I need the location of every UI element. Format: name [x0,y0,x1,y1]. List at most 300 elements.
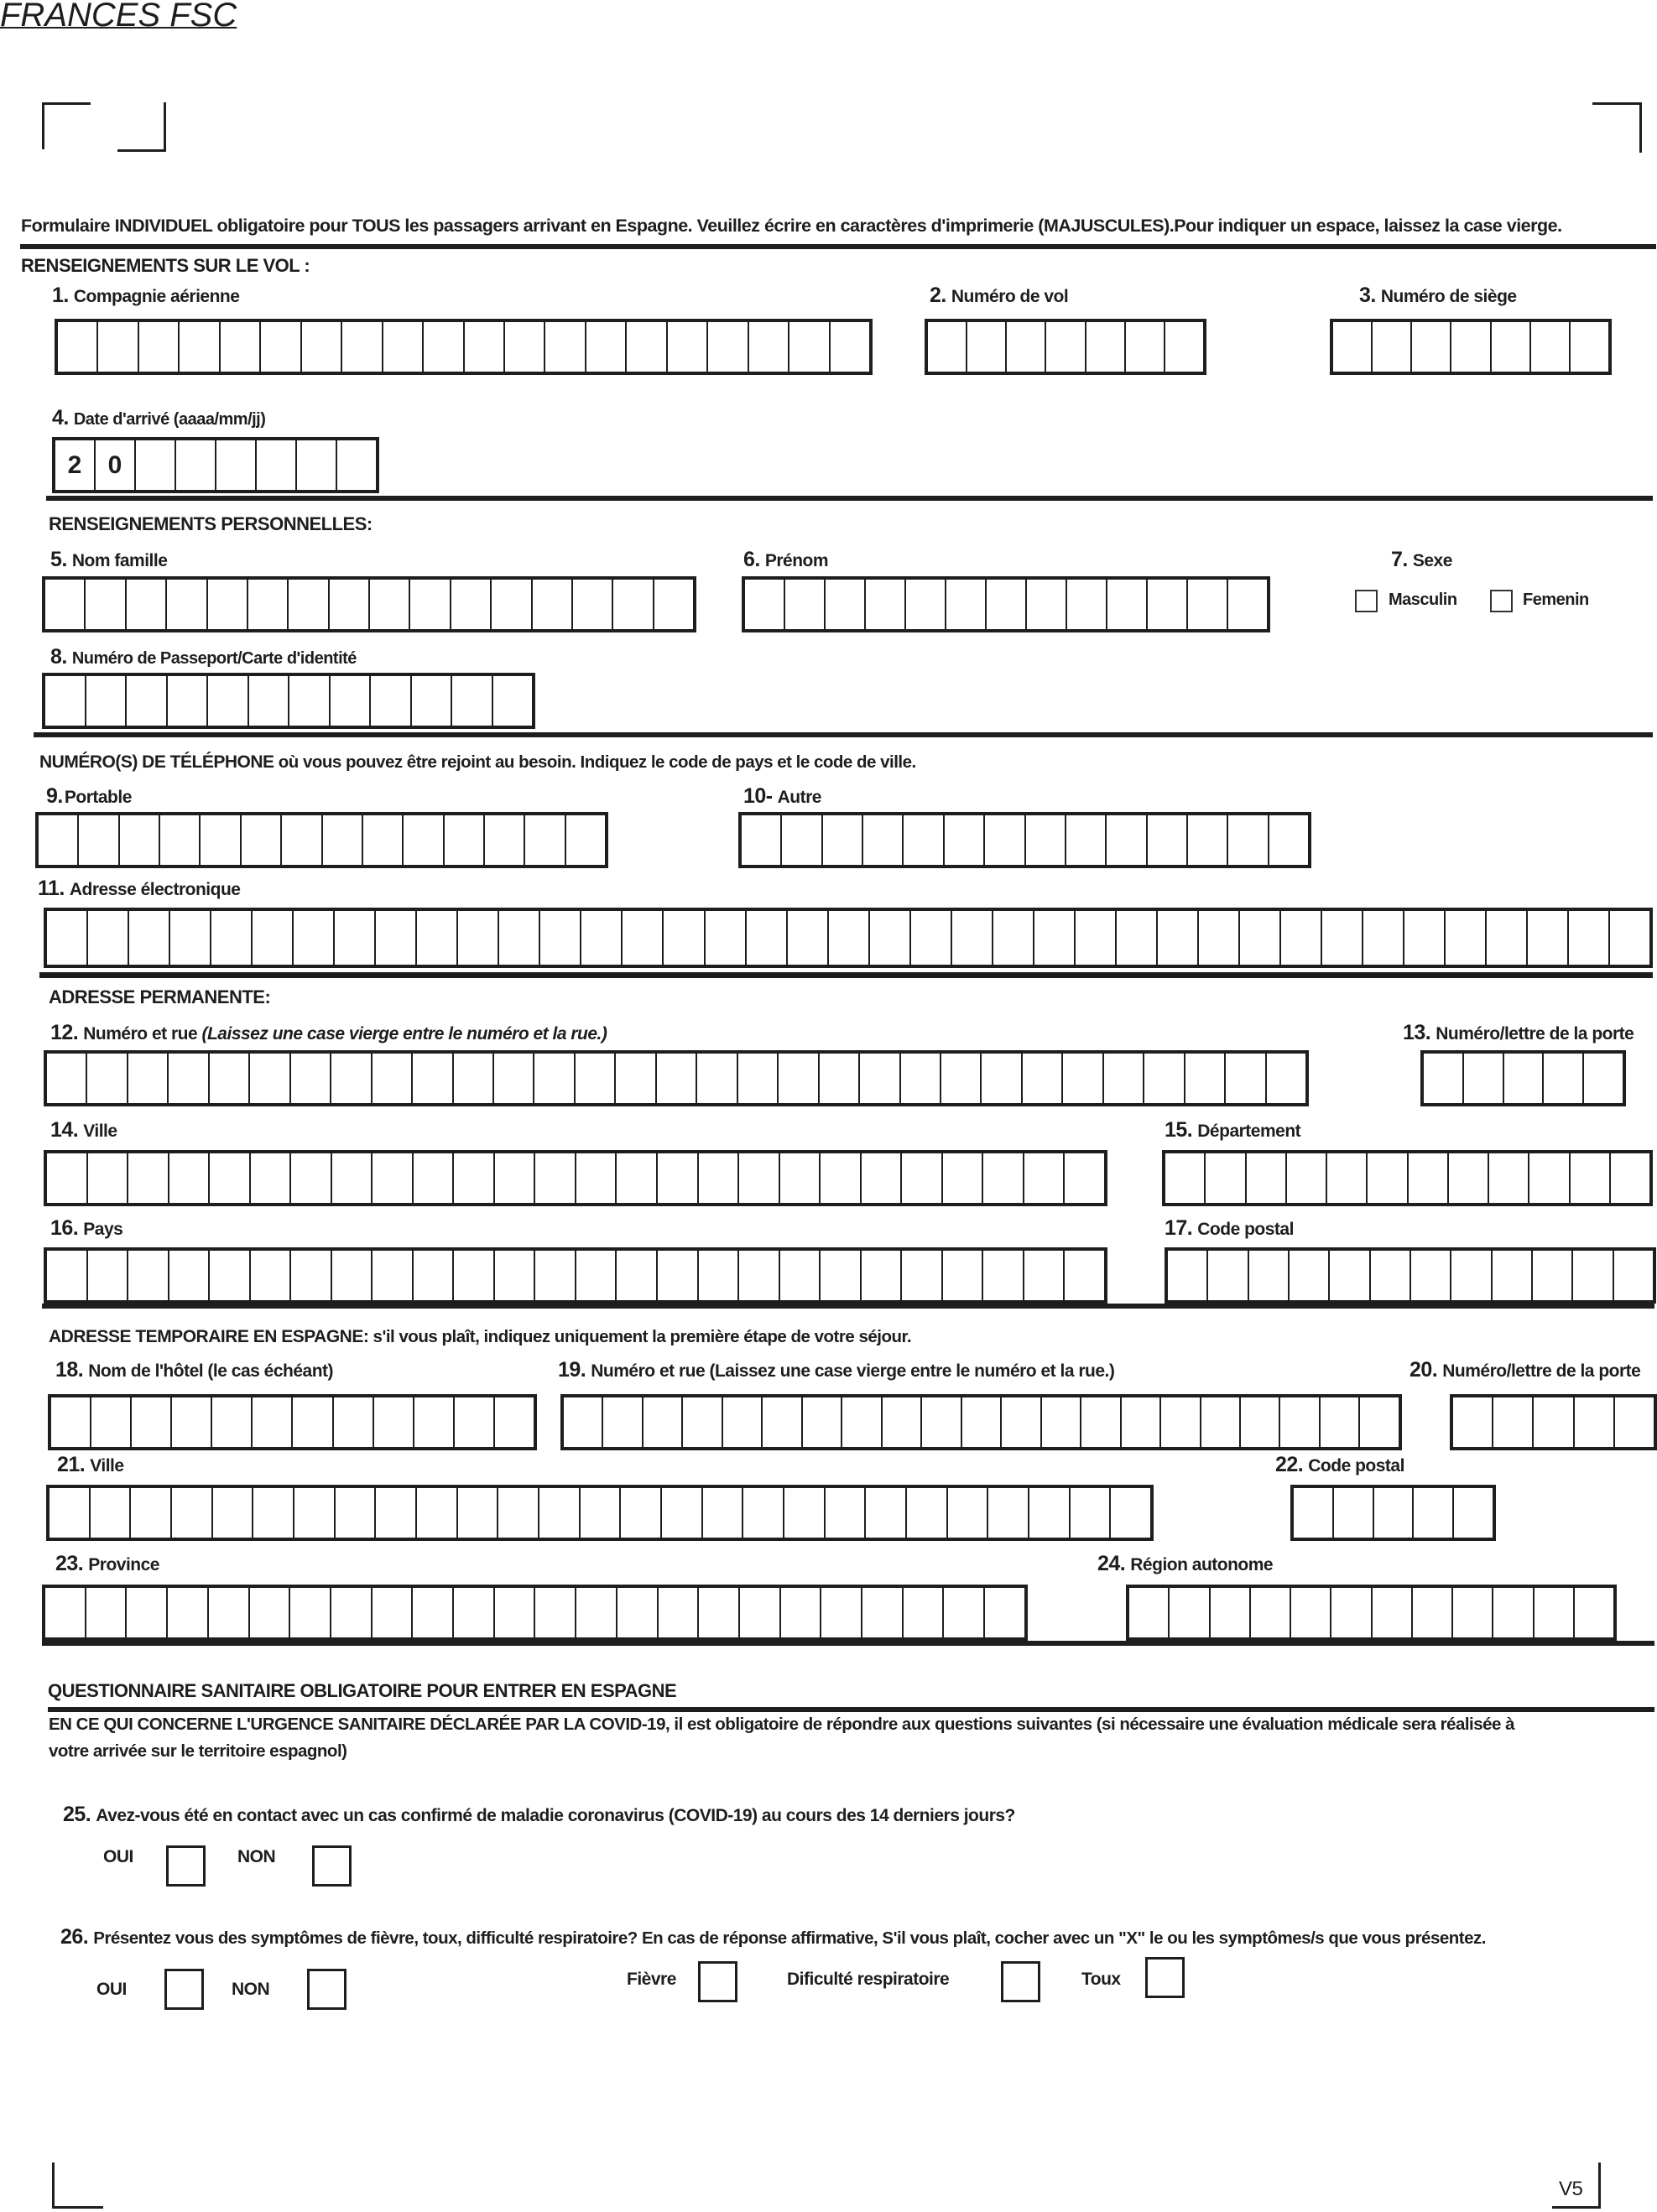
character-cell[interactable] [617,1588,659,1637]
permanent-department-input[interactable] [1162,1150,1653,1206]
character-cell[interactable] [948,1488,989,1538]
character-cell[interactable] [1158,911,1199,965]
character-cell[interactable] [1247,1153,1287,1203]
character-cell[interactable] [98,322,138,372]
character-cell[interactable] [1575,1397,1615,1447]
character-cell[interactable] [1330,1251,1370,1300]
character-cell[interactable] [414,1397,455,1447]
character-cell[interactable] [417,911,458,965]
character-cell[interactable] [745,580,785,629]
character-cell[interactable] [167,580,207,629]
character-cell[interactable] [658,1251,699,1300]
character-cell[interactable] [1327,1153,1368,1203]
character-cell[interactable] [1531,322,1571,372]
character-cell[interactable] [1107,815,1147,865]
character-cell[interactable] [253,911,294,965]
character-cell[interactable] [863,815,904,865]
character-cell[interactable] [495,1153,536,1203]
character-cell[interactable] [1170,1588,1210,1637]
character-cell[interactable] [941,1054,982,1103]
permanent-city-input[interactable] [44,1150,1107,1206]
character-cell[interactable] [1144,1054,1185,1103]
character-cell[interactable] [1412,322,1451,372]
temporary-door-input[interactable] [1450,1394,1657,1450]
character-cell[interactable] [1208,1251,1248,1300]
character-cell[interactable] [862,1251,903,1300]
character-cell[interactable] [1241,1397,1280,1447]
character-cell[interactable] [699,1588,740,1637]
character-cell[interactable] [1027,580,1067,629]
character-cell[interactable] [251,1153,292,1203]
character-cell[interactable] [1206,1153,1246,1203]
character-cell[interactable] [1029,1488,1071,1538]
character-cell[interactable] [417,1488,458,1538]
character-cell[interactable] [534,1054,575,1103]
character-cell[interactable] [45,1588,86,1637]
character-cell[interactable] [617,1153,658,1203]
character-cell[interactable] [289,580,329,629]
character-cell[interactable] [789,322,830,372]
character-cell[interactable] [1424,1054,1464,1103]
character-cell[interactable] [866,1488,907,1538]
character-cell[interactable] [323,815,363,865]
character-cell[interactable] [404,815,444,865]
character-cell[interactable] [525,815,565,865]
character-cell[interactable] [499,911,540,965]
character-cell[interactable] [1024,1153,1066,1203]
character-cell[interactable] [982,1054,1022,1103]
character-cell[interactable] [180,322,220,372]
character-cell[interactable] [738,1054,779,1103]
character-cell[interactable] [342,322,383,372]
character-cell[interactable] [370,580,410,629]
character-cell[interactable] [862,1588,904,1637]
character-cell[interactable] [983,1153,1024,1203]
character-cell[interactable] [1188,815,1228,865]
character-cell[interactable] [1280,1397,1320,1447]
character-cell[interactable] [1487,911,1528,965]
character-cell[interactable] [657,1054,697,1103]
character-cell[interactable] [1529,1153,1570,1203]
character-cell[interactable] [533,580,573,629]
character-cell[interactable] [88,1153,129,1203]
character-cell[interactable] [412,676,453,726]
character-cell[interactable] [50,1488,91,1538]
character-cell[interactable] [1451,1251,1492,1300]
character-cell[interactable] [445,815,485,865]
symptom-cough-checkbox[interactable] [1145,1957,1185,1998]
temporary-postal-code-input[interactable] [1290,1485,1496,1541]
character-cell[interactable] [904,1588,945,1637]
character-cell[interactable] [820,1054,860,1103]
character-cell[interactable] [221,322,261,372]
character-cell[interactable] [1569,911,1610,965]
character-cell[interactable] [1584,1054,1623,1103]
character-cell[interactable] [261,322,301,372]
character-cell[interactable] [128,1054,169,1103]
character-cell[interactable] [988,1488,1029,1538]
character-cell[interactable] [253,1488,294,1538]
character-cell[interactable] [1287,1153,1327,1203]
character-cell[interactable] [1046,322,1086,372]
character-cell[interactable] [210,1054,250,1103]
character-cell[interactable] [1267,1054,1305,1103]
character-cell[interactable] [452,676,493,726]
character-cell[interactable] [749,322,789,372]
character-cell[interactable] [659,1588,700,1637]
character-cell[interactable] [249,676,290,726]
character-cell[interactable] [780,1251,821,1300]
character-cell[interactable] [1615,1397,1654,1447]
character-cell[interactable] [1107,580,1148,629]
character-cell[interactable] [492,580,532,629]
character-cell[interactable] [1373,322,1412,372]
character-cell[interactable] [248,580,289,629]
character-cell[interactable] [784,1488,826,1538]
character-cell[interactable] [943,1251,984,1300]
character-cell[interactable] [708,322,748,372]
character-cell[interactable] [627,322,667,372]
character-cell[interactable] [208,676,249,726]
character-cell[interactable] [821,1153,862,1203]
character-cell[interactable] [1534,1397,1574,1447]
character-cell[interactable] [1533,1251,1573,1300]
character-cell[interactable] [902,1251,943,1300]
character-cell[interactable] [485,815,525,865]
character-cell[interactable] [860,1054,900,1103]
character-cell[interactable] [1453,1397,1493,1447]
character-cell[interactable] [946,580,987,629]
character-cell[interactable] [703,1488,744,1538]
character-cell[interactable] [160,815,201,865]
character-cell[interactable] [210,1153,251,1203]
character-cell[interactable] [413,1588,454,1637]
character-cell[interactable] [334,1397,374,1447]
character-cell[interactable] [706,911,747,965]
autonomous-region-input[interactable] [1126,1585,1617,1641]
character-cell[interactable] [1199,911,1240,965]
character-cell[interactable] [566,815,605,865]
permanent-country-input[interactable] [44,1247,1107,1304]
character-cell[interactable] [331,1588,373,1637]
character-cell[interactable] [383,322,424,372]
character-cell[interactable] [169,1153,211,1203]
other-phone-input[interactable] [738,812,1311,868]
q26-no-checkbox[interactable] [307,1969,347,2010]
character-cell[interactable] [87,1054,128,1103]
character-cell[interactable] [337,440,376,490]
character-cell[interactable] [451,580,492,629]
character-cell[interactable] [91,1488,132,1538]
character-cell[interactable] [1291,1588,1331,1637]
character-cell[interactable] [699,1153,740,1203]
character-cell[interactable] [576,1054,616,1103]
character-cell[interactable] [763,1397,802,1447]
character-cell[interactable] [821,1588,862,1637]
character-cell[interactable] [943,1153,984,1203]
character-cell[interactable] [1081,1397,1121,1447]
character-cell[interactable] [1111,1488,1150,1538]
character-cell[interactable] [257,440,297,490]
character-cell[interactable] [498,1488,539,1538]
character-cell[interactable] [505,322,545,372]
character-cell[interactable] [208,580,248,629]
character-cell[interactable] [739,1153,780,1203]
character-cell[interactable] [493,676,533,726]
character-cell[interactable] [870,911,911,965]
character-cell[interactable] [1360,1397,1398,1447]
sex-female-checkbox[interactable] [1490,590,1513,612]
character-cell[interactable] [821,1251,862,1300]
character-cell[interactable] [564,1397,603,1447]
character-cell[interactable] [907,1488,948,1538]
character-cell[interactable] [1148,580,1188,629]
character-cell[interactable] [699,1251,740,1300]
character-cell[interactable] [1413,1588,1453,1637]
character-cell[interactable] [866,580,906,629]
character-cell[interactable] [906,580,946,629]
character-cell[interactable] [621,1488,662,1538]
character-cell[interactable] [291,1054,331,1103]
character-cell[interactable] [987,580,1027,629]
q25-no-checkbox[interactable] [312,1845,352,1887]
character-cell[interactable] [47,1251,88,1300]
character-cell[interactable] [88,911,129,965]
character-cell[interactable] [1067,580,1107,629]
character-cell[interactable] [454,1588,495,1637]
character-cell[interactable] [88,1251,129,1300]
character-cell[interactable] [962,1397,1002,1447]
character-cell[interactable] [132,1397,172,1447]
character-cell[interactable] [1290,1251,1330,1300]
permanent-door-input[interactable] [1420,1050,1626,1106]
character-cell[interactable] [169,1251,211,1300]
character-cell[interactable] [58,322,98,372]
character-cell[interactable] [826,580,866,629]
character-cell[interactable] [1446,911,1487,965]
character-cell[interactable] [831,322,869,372]
character-cell[interactable] [823,815,863,865]
character-cell[interactable] [603,1397,643,1447]
character-cell[interactable] [413,1054,453,1103]
flight-number-input[interactable] [925,319,1206,375]
character-cell[interactable] [883,1397,922,1447]
character-cell[interactable] [1449,1153,1489,1203]
character-cell[interactable] [454,1251,495,1300]
character-cell[interactable] [1454,1488,1493,1538]
character-cell[interactable] [1211,1588,1251,1637]
character-cell[interactable] [1333,322,1373,372]
character-cell[interactable] [216,440,257,490]
character-cell[interactable] [294,1488,336,1538]
character-cell[interactable] [1122,1397,1161,1447]
character-cell[interactable] [139,322,180,372]
character-cell[interactable] [683,1397,722,1447]
character-cell[interactable] [169,1054,209,1103]
character-cell[interactable] [1571,322,1608,372]
character-cell[interactable] [535,1153,576,1203]
character-cell[interactable] [1269,815,1308,865]
character-cell[interactable] [1528,911,1569,965]
character-cell[interactable] [1409,1153,1449,1203]
character-cell[interactable] [1024,1251,1066,1300]
character-cell[interactable] [373,1054,413,1103]
temporary-city-input[interactable] [46,1485,1154,1541]
character-cell[interactable] [901,1054,941,1103]
character-cell[interactable] [1071,1488,1112,1538]
character-cell[interactable] [993,911,1034,965]
character-cell[interactable] [1063,1054,1103,1103]
character-cell[interactable] [495,1588,536,1637]
character-cell[interactable] [128,1251,169,1300]
character-cell[interactable] [581,1488,622,1538]
character-cell[interactable] [1034,911,1076,965]
character-cell[interactable] [1281,911,1322,965]
character-cell[interactable] [662,1488,703,1538]
character-cell[interactable] [1228,815,1269,865]
character-cell[interactable] [573,580,613,629]
character-cell[interactable] [127,676,168,726]
character-cell[interactable] [788,911,829,965]
character-cell[interactable] [250,1054,290,1103]
character-cell[interactable] [127,580,167,629]
last-name-input[interactable] [42,576,696,632]
character-cell[interactable] [780,1153,821,1203]
character-cell[interactable] [131,1488,172,1538]
character-cell[interactable] [742,815,782,865]
mobile-phone-input[interactable] [35,812,608,868]
character-cell[interactable] [1404,911,1446,965]
character-cell[interactable] [945,815,985,865]
character-cell[interactable] [335,911,376,965]
character-cell[interactable] [1321,1397,1360,1447]
character-cell[interactable] [1492,322,1531,372]
character-cell[interactable] [332,1153,373,1203]
character-cell[interactable] [176,440,216,490]
character-cell[interactable] [363,815,404,865]
character-cell[interactable] [128,1153,169,1203]
character-cell[interactable] [209,1588,250,1637]
character-cell[interactable] [1451,322,1491,372]
character-cell[interactable] [293,1397,333,1447]
character-cell[interactable] [45,676,86,726]
character-cell[interactable] [1571,1153,1611,1203]
character-cell[interactable] [1464,1054,1504,1103]
character-cell[interactable] [668,322,708,372]
email-input[interactable] [44,908,1653,968]
character-cell[interactable] [211,911,253,965]
permanent-postal-code-input[interactable] [1165,1247,1656,1304]
character-cell[interactable] [539,1488,581,1538]
character-cell[interactable] [617,1251,658,1300]
character-cell[interactable] [1226,1054,1266,1103]
character-cell[interactable] [1414,1488,1454,1538]
character-cell[interactable] [290,1588,331,1637]
temporary-street-input[interactable] [560,1394,1402,1450]
character-cell[interactable] [644,1397,683,1447]
character-cell[interactable] [1188,580,1228,629]
character-cell[interactable] [535,1588,576,1637]
character-cell[interactable] [1002,1397,1041,1447]
character-cell[interactable] [1201,1397,1241,1447]
character-cell[interactable] [1240,911,1281,965]
character-cell[interactable] [136,440,176,490]
character-cell[interactable] [455,1397,495,1447]
character-cell[interactable] [739,1251,780,1300]
character-cell[interactable] [331,1054,372,1103]
character-cell[interactable] [967,322,1007,372]
character-cell[interactable] [1611,1153,1649,1203]
character-cell[interactable] [39,815,79,865]
character-cell[interactable] [242,815,282,865]
character-cell[interactable] [494,1054,534,1103]
character-cell[interactable] [944,1588,985,1637]
province-input[interactable] [42,1585,1028,1641]
character-cell[interactable] [129,911,170,965]
character-cell[interactable] [1334,1488,1374,1538]
character-cell[interactable] [302,322,342,372]
character-cell[interactable] [1185,1054,1226,1103]
character-cell[interactable] [1411,1251,1451,1300]
character-cell[interactable] [1104,1054,1144,1103]
character-cell[interactable] [282,815,322,865]
character-cell[interactable] [1544,1054,1584,1103]
character-cell[interactable] [1322,911,1363,965]
character-cell[interactable] [540,911,581,965]
character-cell[interactable] [922,1397,961,1447]
character-cell[interactable] [294,911,335,965]
character-cell[interactable] [1065,1251,1104,1300]
character-cell[interactable] [1535,1588,1575,1637]
character-cell[interactable] [1453,1588,1493,1637]
character-cell[interactable] [251,1251,292,1300]
character-cell[interactable] [586,322,627,372]
seat-number-input[interactable] [1330,319,1612,375]
character-cell[interactable] [1371,1251,1411,1300]
character-cell[interactable] [1374,1488,1415,1538]
character-cell[interactable] [168,676,209,726]
character-cell[interactable] [1493,1588,1534,1637]
character-cell[interactable] [289,676,331,726]
character-cell[interactable] [1168,1251,1208,1300]
character-cell[interactable]: 0 [96,440,136,490]
character-cell[interactable] [1065,1153,1104,1203]
character-cell[interactable] [785,580,826,629]
character-cell[interactable] [576,1251,617,1300]
character-cell[interactable] [47,911,88,965]
character-cell[interactable] [373,1153,414,1203]
character-cell[interactable] [1165,322,1203,372]
character-cell[interactable] [1489,1153,1529,1203]
character-cell[interactable] [664,911,705,965]
passport-number-input[interactable] [42,673,535,729]
character-cell[interactable] [458,911,499,965]
character-cell[interactable] [1251,1588,1291,1637]
character-cell[interactable] [779,1054,819,1103]
airline-input[interactable] [55,319,873,375]
character-cell[interactable] [253,1397,293,1447]
character-cell[interactable] [654,580,693,629]
character-cell[interactable] [904,815,944,865]
character-cell[interactable] [803,1397,842,1447]
character-cell[interactable] [291,1153,332,1203]
character-cell[interactable] [86,580,126,629]
character-cell[interactable] [1493,1251,1533,1300]
character-cell[interactable] [782,815,822,865]
character-cell[interactable] [376,911,417,965]
character-cell[interactable] [928,322,967,372]
character-cell[interactable] [1504,1054,1545,1103]
